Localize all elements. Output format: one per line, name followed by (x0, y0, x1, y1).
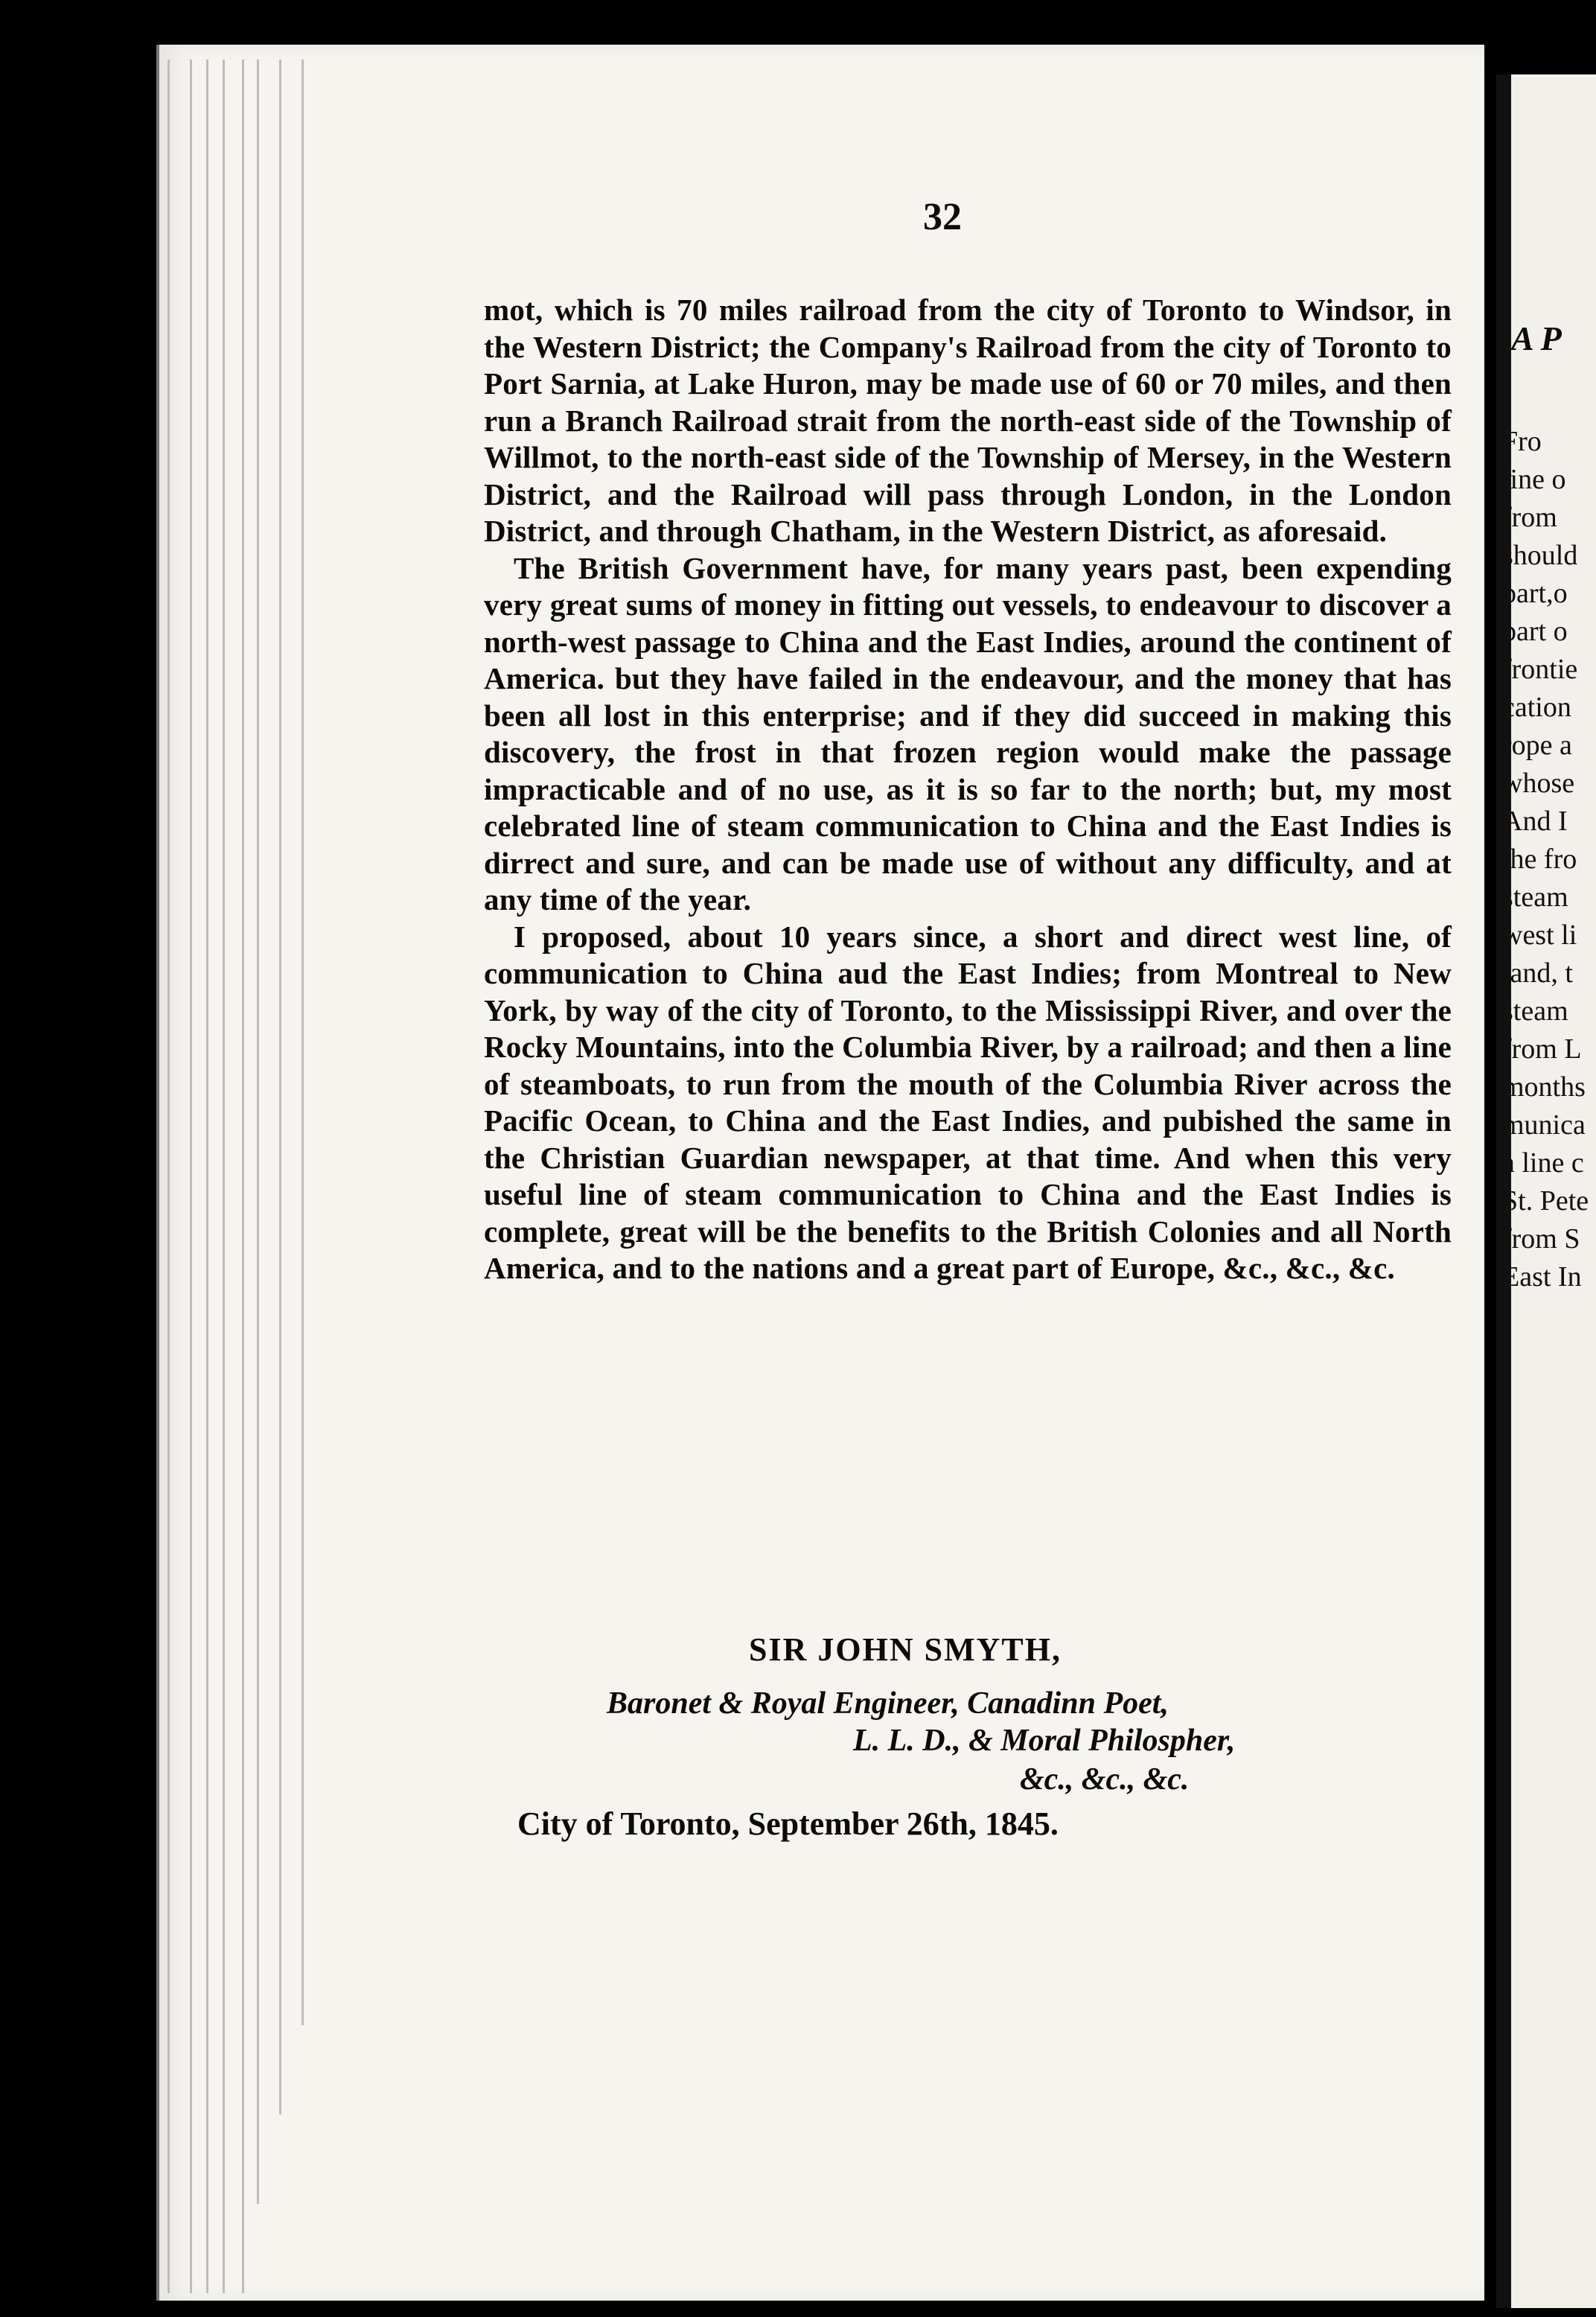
paragraph: The British Government have, for many years past, been expending very great sums of money in fitting out vessels, to endeavour to discover a north-west passage to China and the East Indies, around the continent of America. but they have failed in the endeavour, and the money that has been all lost in this enterprise; and if they did succeed in making this discovery, the frost in that frozen region would make the passage impracticable and of no use, as it is so far to the north; but, my most celebrated line of steam communication to China and the East Indies is dirrect and sure, and can be made use of without any difficulty, and at any time of the year. (484, 550, 1452, 917)
facing-page-text (1502, 423, 1596, 1296)
facing-line: whose (1502, 768, 1575, 799)
body-text (484, 292, 1452, 1287)
facing-line: from (1502, 502, 1557, 533)
signature-title-line: Baronet & Royal Engineer, Canadinn Poet, (607, 1686, 1169, 1721)
facing-line: frontie (1502, 654, 1578, 685)
facing-line: munica (1502, 1109, 1586, 1141)
facing-line: months (1502, 1071, 1586, 1103)
page-edges (160, 60, 324, 2293)
facing-line: from L (1502, 1033, 1582, 1065)
place-and-date: City of Toronto, September 26th, 1845. (517, 1806, 1059, 1842)
facing-line: west li (1502, 920, 1577, 951)
facing-line: Fro (1502, 426, 1542, 457)
facing-line: And I (1502, 806, 1568, 837)
facing-line: rope a (1502, 730, 1572, 761)
facing-page-heading: A P (1511, 319, 1562, 357)
paragraph: mot, which is 70 miles railroad from the city of Toronto to Windsor, in the Western District; the Company's Railroad from the city of Toronto to Port Sarnia, at Lake Huron, may be made use of 60 or 70 miles, and then run a Branch Railroad strait from the north-east side of the Township of Willmot, to the north-east side of the Township of Mersey, in the Western District, and the Railroad will pass through London, in the London District, and through Chatham, in the Western District, as aforesaid. (484, 293, 1452, 548)
facing-line: East In (1502, 1261, 1582, 1293)
facing-line: steam (1502, 995, 1568, 1027)
facing-line: should (1502, 540, 1578, 571)
facing-line: a line c (1502, 1147, 1584, 1179)
signature-name: SIR JOHN SMYTH, (749, 1631, 1062, 1668)
facing-line: part o (1502, 616, 1568, 647)
facing-line: part,o (1502, 578, 1568, 609)
facing-line: land, t (1502, 957, 1573, 989)
signature-title-line: &c., &c., &c. (1020, 1762, 1190, 1797)
facing-line: line o (1502, 464, 1566, 495)
facing-line: steam (1502, 882, 1568, 913)
facing-line: from S (1502, 1223, 1580, 1255)
paragraph: I proposed, about 10 years since, a short and direct west line, of communication to China aud the East Indies; from Montreal to New York, by way of the city of Toronto, to the Mississippi River, and over the Rocky Mountains, into the Columbia River, by a railroad; and then a line of steamboats, to run from the mouth of the Columbia River across the Pacific Ocean, to China and the East Indies, and pubished the same in the Christian Guardian newspaper, at that time. And when this very useful line of steam communication to China and the East Indies is complete, great will be the benefits to the British Colonies and all North America, and to the nations and a great part of Europe, &c., &c., &c. (484, 919, 1452, 1285)
facing-line: St. Pete (1502, 1185, 1589, 1217)
page-number: 32 (923, 196, 962, 238)
facing-line: the fro (1502, 844, 1577, 875)
signature-title-line: L. L. D., & Moral Philospher, (853, 1724, 1236, 1758)
facing-line: cation (1502, 692, 1571, 723)
